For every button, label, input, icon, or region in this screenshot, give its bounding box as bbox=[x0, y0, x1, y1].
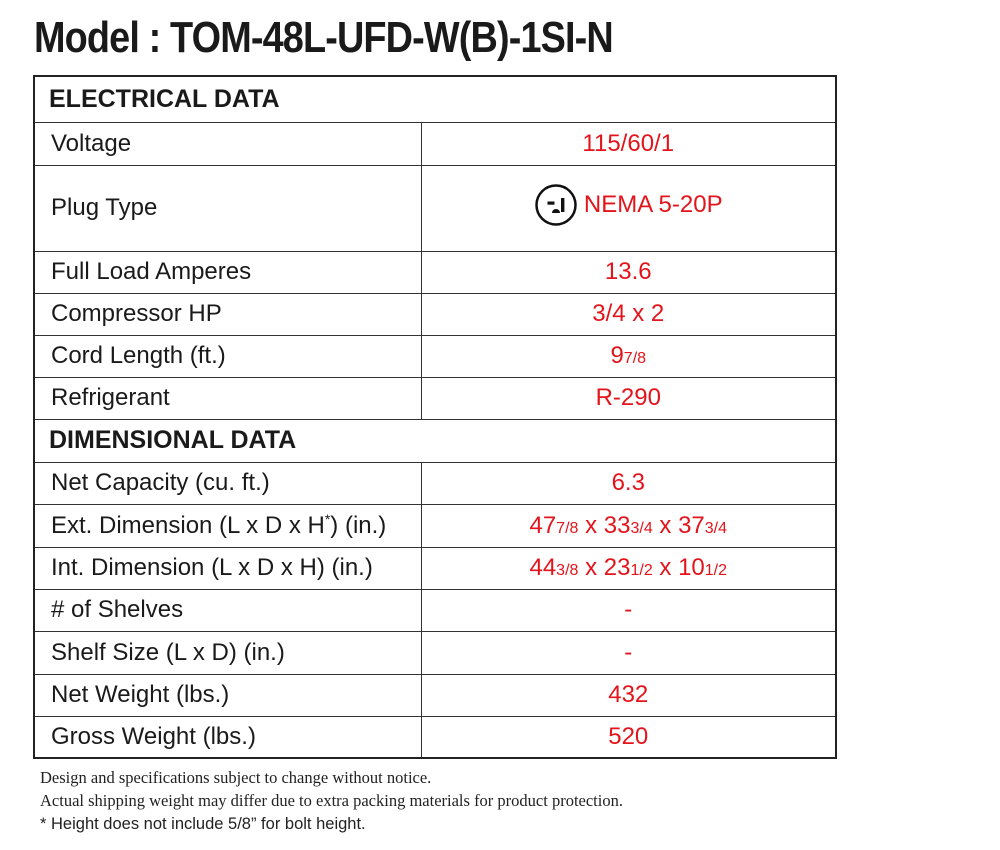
cord-length-fraction: 7/8 bbox=[623, 350, 647, 367]
int-height-fraction: 1/2 bbox=[704, 562, 728, 579]
int-length-fraction: 3/8 bbox=[556, 562, 579, 579]
net-weight-value: 432 bbox=[421, 674, 836, 716]
shipping-weight-note: Actual shipping weight may differ due to extra packing materials for product protection. bbox=[40, 791, 623, 810]
dimension-separator: x bbox=[652, 511, 679, 539]
ext-depth-whole: 33 bbox=[603, 511, 631, 539]
electrical-heading: ELECTRICAL DATA bbox=[34, 76, 836, 122]
table-row bbox=[34, 293, 836, 335]
int-length-whole: 44 bbox=[529, 554, 557, 581]
table-row bbox=[34, 674, 836, 716]
table-row bbox=[34, 589, 836, 631]
shelf-size-label: Shelf Size (L x D) (in.) bbox=[34, 631, 421, 674]
int-depth-whole: 23 bbox=[603, 554, 631, 581]
footnotes bbox=[40, 766, 623, 836]
ext-height-fraction: 3/4 bbox=[704, 519, 728, 537]
compressor-hp-value: 3/4 x 2 bbox=[421, 293, 836, 335]
table-row bbox=[34, 462, 836, 504]
int-height-whole: 10 bbox=[678, 554, 705, 581]
dimensional-heading: DIMENSIONAL DATA bbox=[34, 419, 836, 462]
shelf-size-value: - bbox=[421, 631, 836, 674]
table-row bbox=[34, 716, 836, 758]
ext-height-whole: 37 bbox=[678, 511, 705, 539]
asterisk-footnote-marker: * bbox=[324, 510, 331, 527]
ext-dimension-label-suffix: ) (in.) bbox=[330, 511, 387, 539]
plug-type-cell bbox=[421, 165, 836, 251]
cord-length-value bbox=[421, 335, 836, 377]
plug-type-label: Plug Type bbox=[34, 165, 421, 251]
full-load-amperes-value: 13.6 bbox=[421, 251, 836, 293]
dimension-separator: x bbox=[578, 511, 604, 539]
ext-dimension-value bbox=[421, 504, 836, 547]
section-header-dimensional bbox=[34, 419, 836, 462]
compressor-hp-label: Compressor HP bbox=[34, 293, 421, 335]
voltage-value: 115/60/1 bbox=[421, 122, 836, 165]
nema-5-20p-plug-icon bbox=[534, 183, 578, 227]
shelves-count-value: - bbox=[421, 589, 836, 631]
net-capacity-label: Net Capacity (cu. ft.) bbox=[34, 462, 421, 504]
height-footnote: * Height does not include 5/8” for bolt height. bbox=[40, 815, 366, 833]
spec-table bbox=[33, 75, 837, 759]
table-row bbox=[34, 122, 836, 165]
change-notice-note: Design and specifications subject to change without notice. bbox=[40, 768, 432, 787]
refrigerant-value: R-290 bbox=[421, 377, 836, 419]
voltage-label: Voltage bbox=[34, 122, 421, 165]
cord-length-whole: 9 bbox=[610, 342, 624, 369]
ext-length-whole: 47 bbox=[529, 511, 557, 539]
refrigerant-label: Refrigerant bbox=[34, 377, 421, 419]
table-row bbox=[34, 165, 836, 251]
table-row bbox=[34, 504, 836, 547]
dimension-separator: x bbox=[578, 554, 604, 581]
model-title: Model : TOM-48L-UFD-W(B)-1SI-N bbox=[34, 13, 613, 62]
table-row bbox=[34, 547, 836, 589]
dimension-separator: x bbox=[652, 554, 679, 581]
cord-length-label: Cord Length (ft.) bbox=[34, 335, 421, 377]
table-row bbox=[34, 335, 836, 377]
plug-type-value: NEMA 5-20P bbox=[583, 190, 723, 218]
table-row bbox=[34, 251, 836, 293]
int-depth-fraction: 1/2 bbox=[630, 562, 653, 579]
gross-weight-label: Gross Weight (lbs.) bbox=[34, 716, 421, 758]
net-weight-label: Net Weight (lbs.) bbox=[34, 674, 421, 716]
full-load-amperes-label: Full Load Amperes bbox=[34, 251, 421, 293]
net-capacity-value: 6.3 bbox=[421, 462, 836, 504]
ext-dimension-label bbox=[34, 504, 421, 547]
ext-dimension-label-text: Ext. Dimension (L x D x H bbox=[51, 511, 325, 539]
table-row bbox=[34, 377, 836, 419]
section-header-electrical bbox=[34, 76, 836, 122]
shelves-count-label: # of Shelves bbox=[34, 589, 421, 631]
ext-length-fraction: 7/8 bbox=[556, 519, 579, 537]
ext-depth-fraction: 3/4 bbox=[630, 519, 653, 537]
int-dimension-value bbox=[421, 547, 836, 589]
table-row bbox=[34, 631, 836, 674]
int-dimension-label: Int. Dimension (L x D x H) (in.) bbox=[34, 547, 421, 589]
gross-weight-value: 520 bbox=[421, 716, 836, 758]
